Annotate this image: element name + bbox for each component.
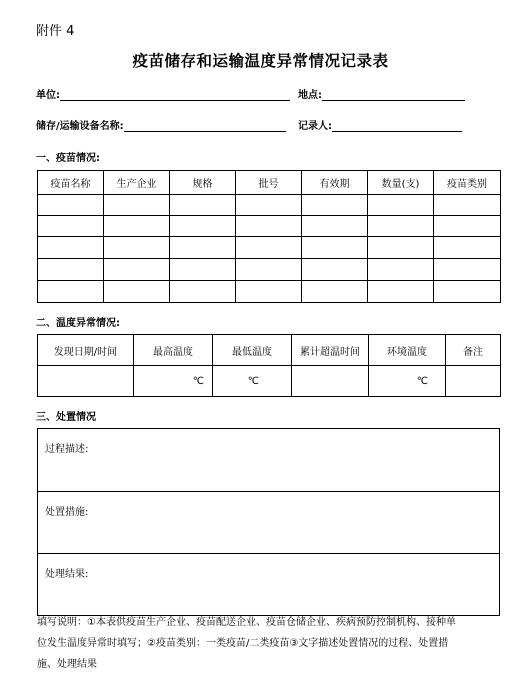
table-cell[interactable] [38,259,104,281]
table-cell[interactable] [368,281,434,303]
header-cell: 疫苗名称 [38,171,104,195]
table-cell[interactable] [434,281,501,303]
table-cell[interactable] [302,216,368,237]
header-cell: 最低温度 [213,335,292,366]
table-cell[interactable] [38,237,104,259]
header-cell: 环境温度 [369,335,446,366]
instructions-line: 位发生温度异常时填写；②疫苗类别：一类疫苗/二类疫苗③文字描述处置情况的过程、处置措 [37,638,449,649]
header-cell: 最高温度 [134,335,213,366]
table-cell[interactable] [170,259,236,281]
remarks-cell[interactable] [446,366,501,397]
divider [38,491,499,492]
table-cell[interactable] [236,237,302,259]
table-cell[interactable] [170,237,236,259]
table-cell[interactable] [434,237,501,259]
header-cell: 规格 [170,171,236,195]
section1-heading: 一、疫苗情况: [36,153,100,164]
header-cell: 疫苗类别 [434,171,501,195]
celsius-unit: ℃ [192,375,204,387]
process-description-label: 过程描述: [45,444,89,455]
recorder-label: 记录人: [298,121,332,132]
discovery-time-cell[interactable] [38,366,134,397]
section3-heading: 三、处置情况 [36,412,96,423]
instructions-line: 填写说明：①本表供疫苗生产企业、疫苗配送企业、疫苗仓储企业、疾病预防控制机构、接种单 [37,617,456,628]
table-cell[interactable] [104,259,170,281]
table-cell[interactable] [104,281,170,303]
table-row [38,281,501,303]
table-cell[interactable] [104,216,170,237]
table-cell[interactable] [236,281,302,303]
disposal-measures-label: 处置措施: [45,507,89,518]
table-cell[interactable] [236,195,302,216]
exceed-time-cell[interactable] [292,366,369,397]
celsius-unit: ℃ [247,375,259,387]
table-row [38,366,501,397]
table-cell[interactable] [302,237,368,259]
attachment-label: 附件 4 [36,24,75,39]
instructions [37,612,507,675]
disposal-box [37,428,500,616]
table-cell[interactable] [170,216,236,237]
header-cell: 备注 [446,335,501,366]
location-input-line[interactable] [322,89,465,101]
temperature-table-header [38,335,501,366]
table-cell[interactable] [302,195,368,216]
table-cell[interactable] [236,259,302,281]
table-row [38,216,501,237]
header-cell: 批号 [236,171,302,195]
unit-input-line[interactable] [60,89,290,101]
min-temp-cell[interactable] [213,366,292,397]
header-cell: 有效期 [302,171,368,195]
table-row [38,195,501,216]
equipment-input-line[interactable] [124,120,286,132]
recorder-field [298,117,462,132]
divider [38,553,499,554]
celsius-unit: ℃ [416,375,428,387]
recorder-input-line[interactable] [332,120,462,132]
unit-field [36,86,290,101]
table-cell[interactable] [302,281,368,303]
table-cell[interactable] [302,259,368,281]
header-cell: 累计超温时间 [292,335,369,366]
unit-label: 单位: [36,90,60,101]
table-cell[interactable] [434,195,501,216]
table-cell[interactable] [104,237,170,259]
header-cell: 生产企业 [104,171,170,195]
table-row [38,237,501,259]
table-cell[interactable] [368,216,434,237]
table-cell[interactable] [38,281,104,303]
max-temp-cell[interactable] [134,366,213,397]
table-cell[interactable] [170,195,236,216]
equipment-label: 储存/运输设备名称: [36,121,124,132]
table-cell[interactable] [434,259,501,281]
table-cell[interactable] [368,259,434,281]
equipment-field [36,117,286,132]
table-cell[interactable] [104,195,170,216]
result-label: 处理结果: [45,569,89,580]
vaccine-table [37,170,501,303]
page-title: 疫苗储存和运输温度异常情况记录表 [132,52,389,70]
instructions-line: 施、处理结果 [37,659,97,670]
location-field [298,86,465,101]
temperature-table [37,334,501,397]
table-cell[interactable] [38,195,104,216]
table-cell[interactable] [38,216,104,237]
ambient-temp-cell[interactable] [369,366,446,397]
vaccine-table-header [38,171,501,195]
location-label: 地点: [298,90,322,101]
table-cell[interactable] [434,216,501,237]
header-cell: 数量(支) [368,171,434,195]
table-cell[interactable] [236,216,302,237]
section2-heading: 二、温度异常情况: [36,318,120,329]
table-cell[interactable] [170,281,236,303]
table-cell[interactable] [368,237,434,259]
header-cell: 发现日期/时间 [38,335,134,366]
table-cell[interactable] [368,195,434,216]
table-row [38,259,501,281]
